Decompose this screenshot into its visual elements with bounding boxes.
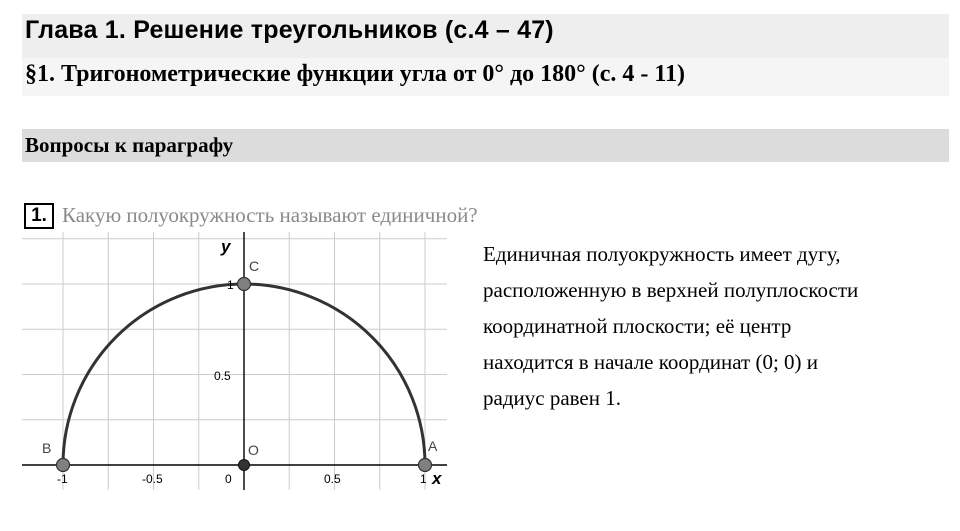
- point-b: [57, 459, 70, 472]
- point-label-b: B: [42, 440, 52, 456]
- answer-line: Единичная полуокружность имеет дугу,: [483, 242, 841, 266]
- point-c: [238, 278, 251, 291]
- coordinate-grid: [22, 232, 447, 490]
- question-text: Какую полуокружность называют единичной?: [62, 203, 478, 227]
- chapter-title: Глава 1. Решение треугольников (с.4 – 47): [25, 16, 554, 44]
- tick-label-x-neg1: -1: [57, 472, 68, 486]
- point-label-a: A: [428, 438, 438, 454]
- answer-line: координатной плоскости; её центр: [483, 314, 792, 338]
- answer-line: радиус равен 1.: [483, 386, 621, 410]
- point-o: [239, 460, 250, 471]
- tick-label-y-1: 1: [227, 278, 234, 292]
- x-axis-label: x: [432, 469, 442, 488]
- questions-header-title: Вопросы к параграфу: [25, 133, 234, 157]
- point-label-o: O: [248, 442, 259, 458]
- tick-label-x-05: 0.5: [324, 472, 341, 486]
- tick-label-x-0: 0: [225, 472, 232, 486]
- answer-text: [483, 236, 953, 416]
- point-a: [419, 459, 432, 472]
- answer-line: расположенную в верхней полуплоскости: [483, 278, 859, 302]
- answer-line: находится в начале координат (0; 0) и: [483, 350, 819, 374]
- question-number: 1.: [24, 203, 54, 229]
- point-label-c: C: [249, 258, 260, 274]
- section-title: §1. Тригонометрические функции угла от 0° до 180° (с. 4 - 11): [25, 61, 686, 87]
- y-axis-label: y: [221, 237, 231, 256]
- tick-label-x-1: 1: [420, 472, 427, 486]
- unit-semicircle-diagram: [22, 232, 452, 492]
- tick-label-x-neg05: -0.5: [142, 472, 163, 486]
- tick-label-y-05: 0.5: [214, 369, 231, 383]
